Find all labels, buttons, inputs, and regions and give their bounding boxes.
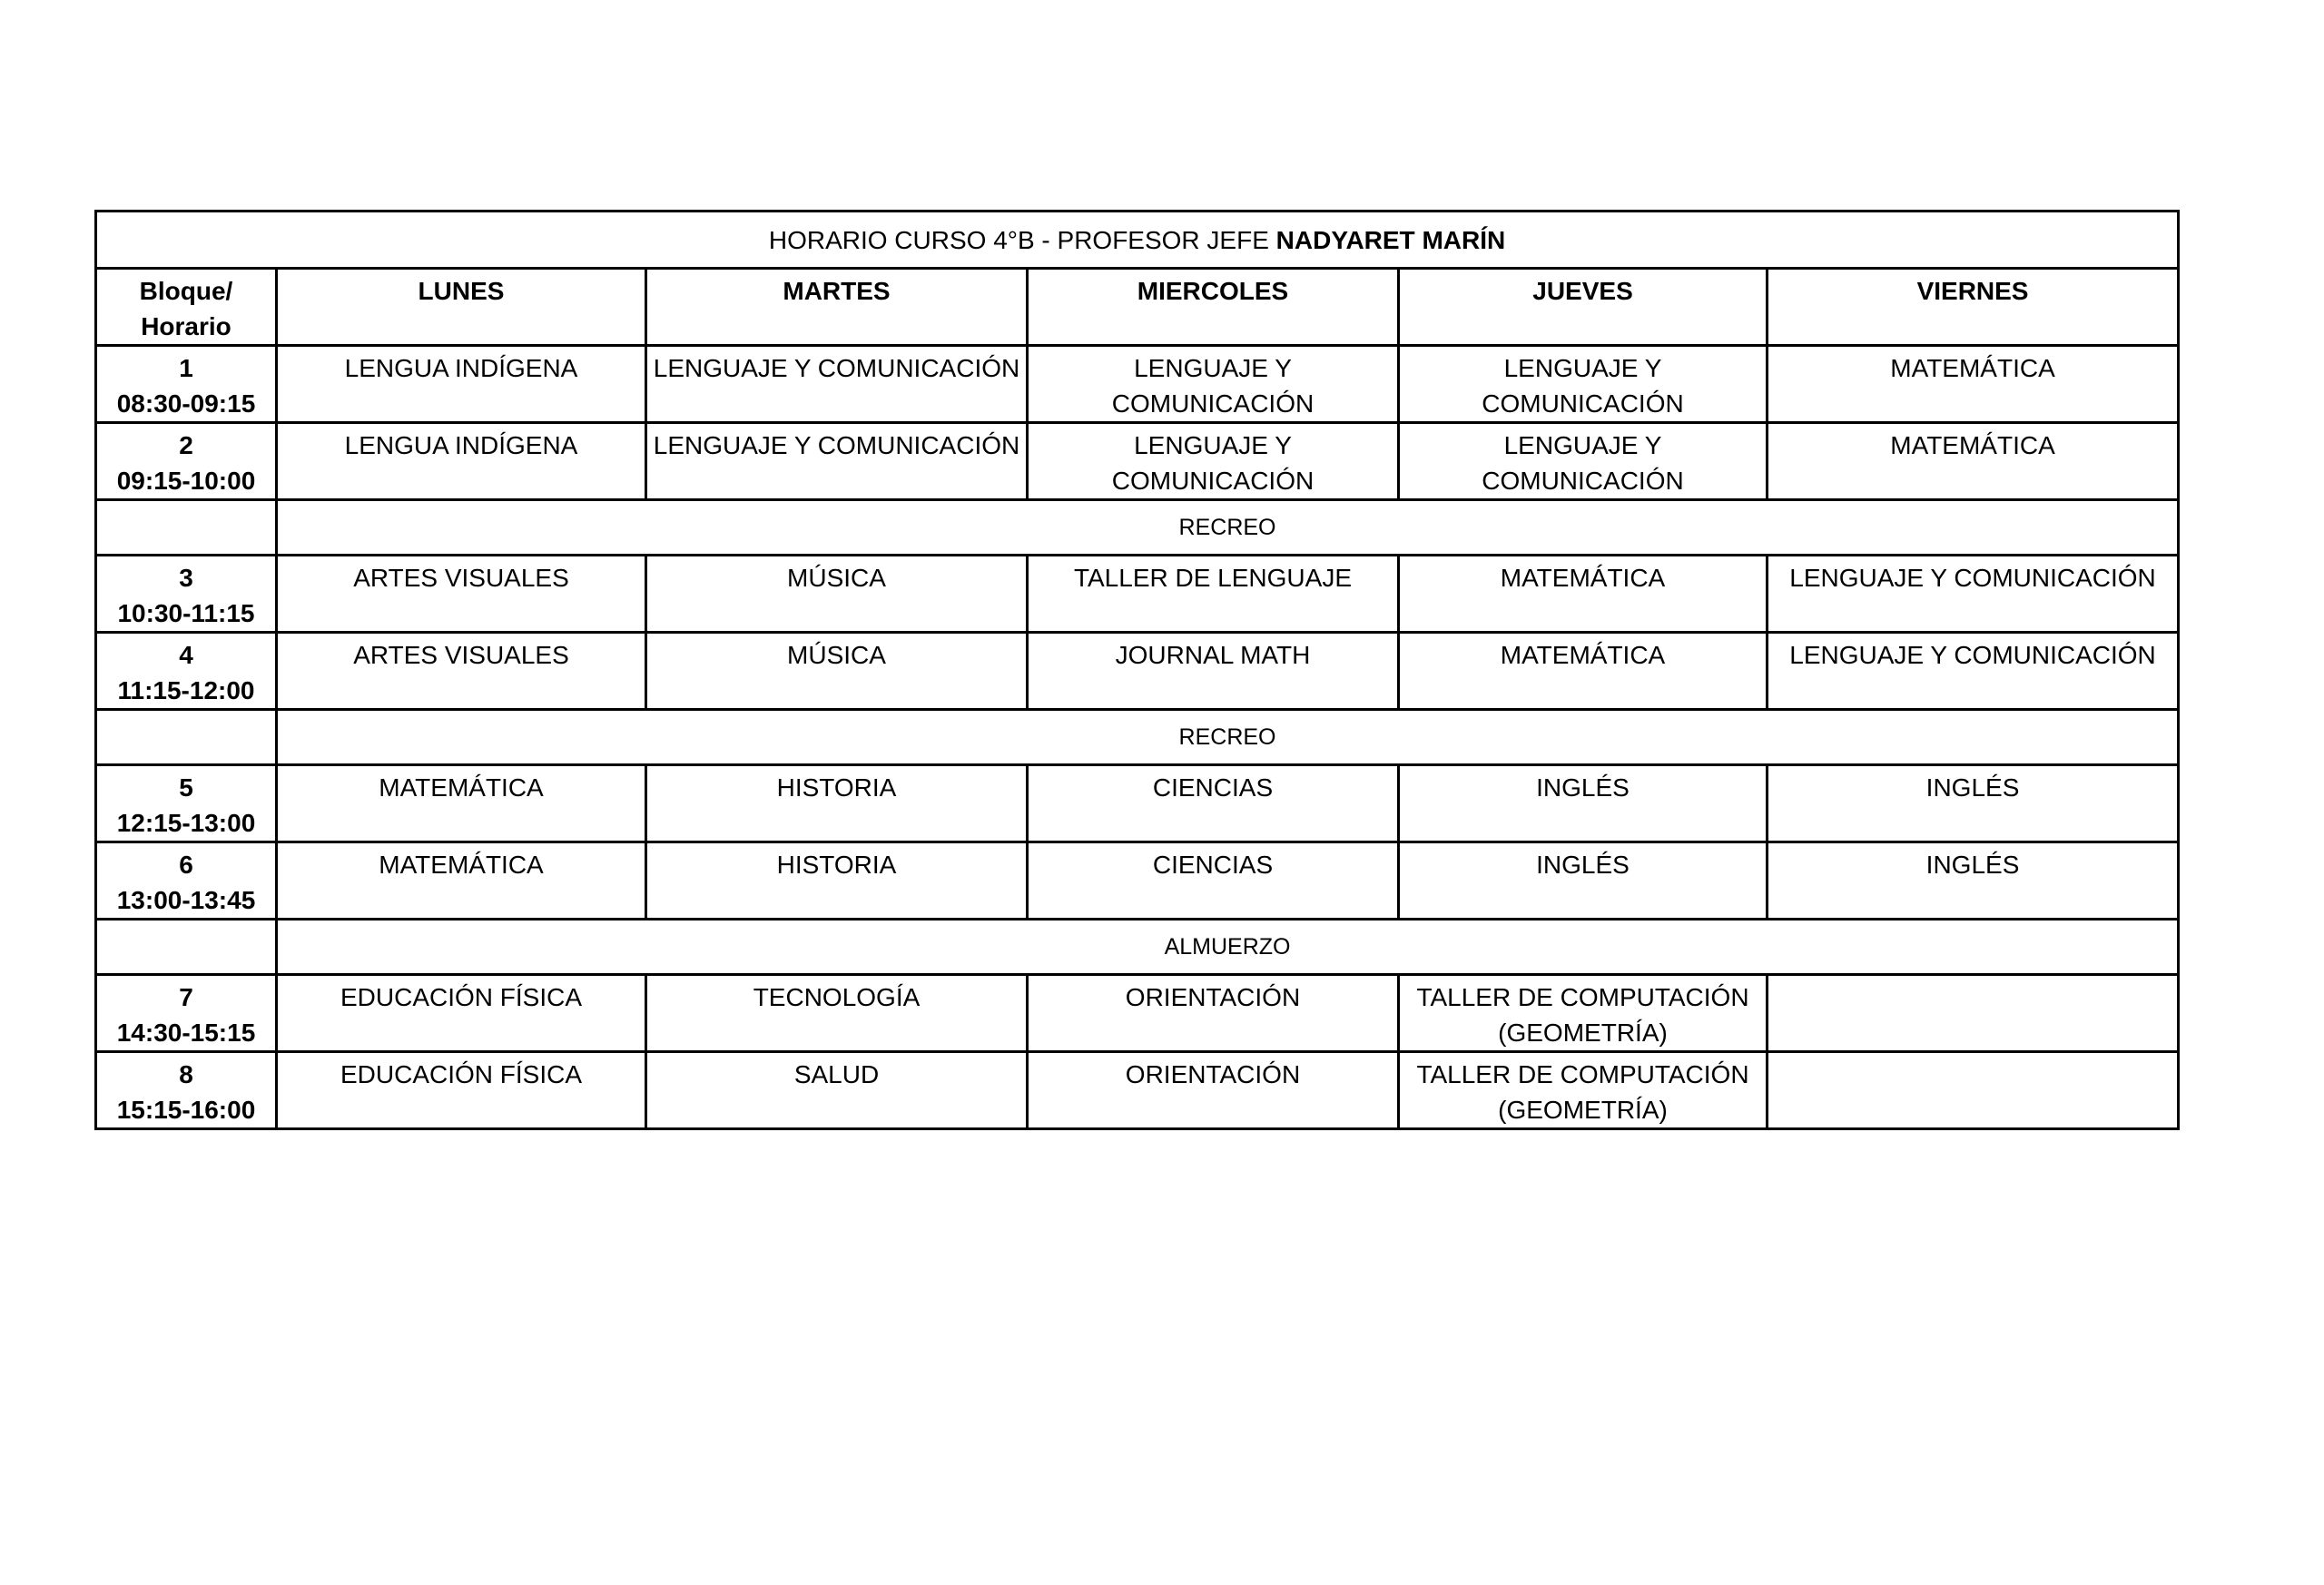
subject-cell: HISTORIA <box>646 765 1028 842</box>
table-row <box>96 346 2179 423</box>
block-number: 4 <box>179 641 193 669</box>
break-label-almuerzo: ALMUERZO <box>277 920 2179 975</box>
block-cell <box>96 346 277 423</box>
subject-cell: LENGUAJE Y COMUNICACIÓN <box>1768 633 2179 710</box>
subject-line1: TALLER DE COMPUTACIÓN <box>1416 1060 1749 1088</box>
subject-cell: TALLER DE LENGUAJE <box>1028 556 1399 633</box>
day-header-lunes: LUNES <box>277 269 646 346</box>
subject-cell <box>1399 975 1768 1052</box>
subject-cell: TECNOLOGÍA <box>646 975 1028 1052</box>
subject-cell: JOURNAL MATH <box>1028 633 1399 710</box>
table-row <box>96 423 2179 500</box>
table-row <box>96 842 2179 920</box>
break-row <box>96 920 2179 975</box>
day-header-miercoles: MIERCOLES <box>1028 269 1399 346</box>
schedule-table <box>94 210 2180 1130</box>
day-header-martes: MARTES <box>646 269 1028 346</box>
block-number: 3 <box>179 564 193 592</box>
subject-cell: INGLÉS <box>1399 765 1768 842</box>
subject-cell: LENGUAJE Y COMUNICACIÓN <box>646 346 1028 423</box>
block-cell <box>96 975 277 1052</box>
subject-cell: MATEMÁTICA <box>1399 556 1768 633</box>
subject-cell: ARTES VISUALES <box>277 556 646 633</box>
table-row <box>96 1052 2179 1129</box>
subject-cell: MÚSICA <box>646 633 1028 710</box>
subject-cell: LENGUA INDÍGENA <box>277 423 646 500</box>
subject-cell: CIENCIAS <box>1028 842 1399 920</box>
subject-cell: MÚSICA <box>646 556 1028 633</box>
subject-line2: (GEOMETRÍA) <box>1498 1096 1668 1124</box>
block-number: 1 <box>179 354 193 382</box>
title-prefix: HORARIO CURSO 4°B - PROFESOR JEFE <box>768 225 1276 254</box>
day-header-viernes: VIERNES <box>1768 269 2179 346</box>
subject-cell <box>1768 1052 2179 1129</box>
subject-cell: LENGUAJE Y COMUNICACIÓN <box>1768 556 2179 633</box>
subject-cell: LENGUAJE Y COMUNICACIÓN <box>1399 346 1768 423</box>
subject-cell: MATEMÁTICA <box>1768 423 2179 500</box>
subject-cell: LENGUA INDÍGENA <box>277 346 646 423</box>
table-row <box>96 556 2179 633</box>
break-label-recreo: RECREO <box>277 500 2179 556</box>
subject-cell: SALUD <box>646 1052 1028 1129</box>
block-number: 2 <box>179 431 193 459</box>
block-header-cell <box>96 269 277 346</box>
subject-cell: LENGUAJE Y COMUNICACIÓN <box>1028 423 1399 500</box>
subject-cell: LENGUAJE Y COMUNICACIÓN <box>1028 346 1399 423</box>
subject-cell: EDUCACIÓN FÍSICA <box>277 1052 646 1129</box>
block-header-line1: Bloque/ <box>139 277 233 305</box>
break-label-recreo: RECREO <box>277 710 2179 765</box>
subject-cell: INGLÉS <box>1399 842 1768 920</box>
subject-cell: CIENCIAS <box>1028 765 1399 842</box>
break-empty-cell <box>96 920 277 975</box>
subject-cell: MATEMÁTICA <box>277 765 646 842</box>
break-empty-cell <box>96 710 277 765</box>
break-row <box>96 500 2179 556</box>
subject-cell: MATEMÁTICA <box>1399 633 1768 710</box>
subject-cell <box>1399 1052 1768 1129</box>
subject-cell: LENGUAJE Y COMUNICACIÓN <box>1399 423 1768 500</box>
block-header-line2: Horario <box>141 312 231 340</box>
block-cell <box>96 633 277 710</box>
block-number: 8 <box>179 1060 193 1088</box>
table-title <box>96 212 2179 269</box>
block-time: 12:15-13:00 <box>116 809 256 837</box>
block-time: 08:30-09:15 <box>116 389 256 418</box>
subject-cell <box>1768 975 2179 1052</box>
break-empty-cell <box>96 500 277 556</box>
block-time: 09:15-10:00 <box>116 467 256 495</box>
block-number: 5 <box>179 773 193 802</box>
block-cell <box>96 556 277 633</box>
block-number: 7 <box>179 983 193 1011</box>
teacher-name: NADYARET MARÍN <box>1275 225 1506 254</box>
break-row <box>96 710 2179 765</box>
subject-cell: INGLÉS <box>1768 765 2179 842</box>
block-time: 10:30-11:15 <box>117 599 255 627</box>
table-row <box>96 975 2179 1052</box>
block-time: 15:15-16:00 <box>116 1096 256 1124</box>
subject-cell: INGLÉS <box>1768 842 2179 920</box>
subject-line1: TALLER DE COMPUTACIÓN <box>1416 983 1749 1011</box>
day-header-jueves: JUEVES <box>1399 269 1768 346</box>
subject-cell: MATEMÁTICA <box>277 842 646 920</box>
subject-cell: EDUCACIÓN FÍSICA <box>277 975 646 1052</box>
table-row <box>96 765 2179 842</box>
subject-line2: (GEOMETRÍA) <box>1498 1019 1668 1047</box>
subject-cell: ARTES VISUALES <box>277 633 646 710</box>
header-row <box>96 269 2179 346</box>
block-cell <box>96 765 277 842</box>
block-time: 11:15-12:00 <box>117 676 255 704</box>
table-row <box>96 633 2179 710</box>
block-number: 6 <box>179 851 193 879</box>
subject-cell: MATEMÁTICA <box>1768 346 2179 423</box>
subject-cell: ORIENTACIÓN <box>1028 1052 1399 1129</box>
block-time: 14:30-15:15 <box>116 1019 256 1047</box>
block-cell <box>96 1052 277 1129</box>
title-row <box>96 212 2179 269</box>
subject-cell: ORIENTACIÓN <box>1028 975 1399 1052</box>
block-cell <box>96 423 277 500</box>
block-cell <box>96 842 277 920</box>
block-time: 13:00-13:45 <box>116 886 256 914</box>
subject-cell: LENGUAJE Y COMUNICACIÓN <box>646 423 1028 500</box>
subject-cell: HISTORIA <box>646 842 1028 920</box>
